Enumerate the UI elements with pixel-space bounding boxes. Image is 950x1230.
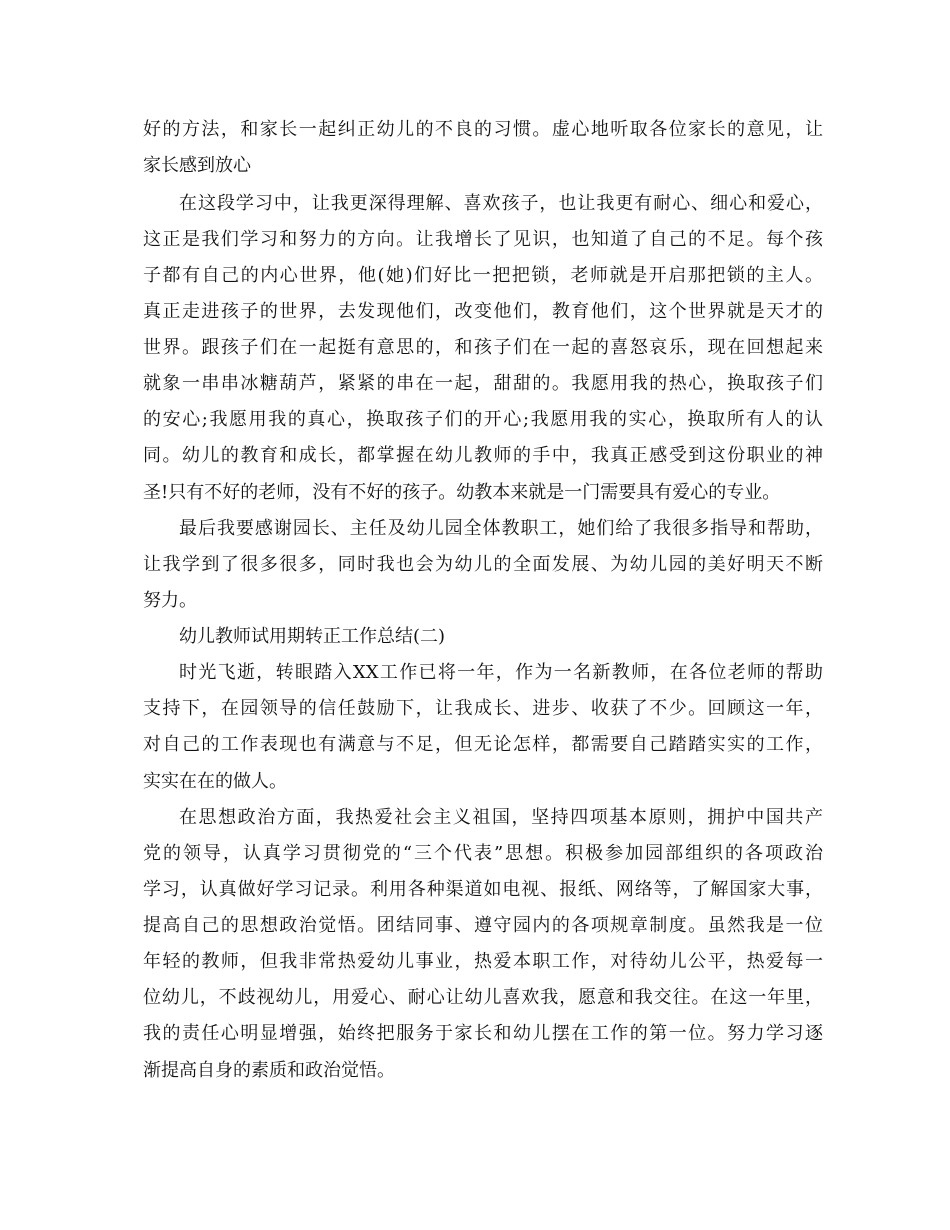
text-line: 子都有自己的内心世界，他(她)们好比一把把锁，老师就是开启那把锁的主人。 (143, 265, 823, 286)
text-line: 努力。 (143, 590, 197, 611)
text-line: 就象一串串冰糖葫芦，紧紧的串在一起，甜甜的。我愿用我的热心，换取孩子们 (143, 373, 823, 394)
paragraph-start-line: 时光飞逝，转眼踏入XX工作已将一年，作为一名新教师，在各位老师的帮助 (179, 662, 823, 683)
text-line: 提高自己的思想政治觉悟。团结同事、遵守园内的各项规章制度。虽然我是一位 (143, 915, 823, 936)
text-line: 这正是我们学习和努力的方向。让我增长了见识，也知道了自己的不足。每个孩 (143, 229, 823, 250)
text-line: 圣!只有不好的老师，没有不好的孩子。幼教本来就是一门需要具有爱心的专业。 (143, 482, 781, 503)
text-line: 渐提高自身的素质和政治觉悟。 (143, 1060, 395, 1081)
text-line: 家长感到放心 (143, 155, 251, 176)
text-line: 真正走进孩子的世界，去发现他们，改变他们，教育他们，这个世界就是天才的 (143, 301, 823, 322)
text-line: 党的领导，认真学习贯彻党的“三个代表”思想。积极参加园部组织的各项政治 (143, 843, 823, 864)
paragraph-start-line: 在这段学习中，让我更深得理解、喜欢孩子，也让我更有耐心、细心和爱心， (179, 193, 823, 214)
text-line: 好的方法，和家长一起纠正幼儿的不良的习惯。虚心地听取各位家长的意见，让 (143, 119, 823, 140)
text-line: 对自己的工作表现也有满意与不足，但无论怎样，都需要自己踏踏实实的工作， (143, 734, 823, 755)
text-line: 世界。跟孩子们在一起挺有意思的，和孩子们在一起的喜怒哀乐，现在回想起来 (143, 337, 823, 358)
text-line: 年轻的教师，但我非常热爱幼儿事业，热爱本职工作，对待幼儿公平，热爱每一 (143, 951, 823, 972)
text-line: 的安心;我愿用我的真心，换取孩子们的开心;我愿用我的实心，换取所有人的认 (143, 409, 823, 430)
text-line: 让我学到了很多很多，同时我也会为幼儿的全面发展、为幼儿园的美好明天不断 (143, 554, 823, 575)
paragraph-start-line: 最后我要感谢园长、主任及幼儿园全体教职工，她们给了我很多指导和帮助， (179, 518, 823, 539)
text-line: 我的责任心明显增强，始终把服务于家长和幼儿摆在工作的第一位。努力学习逐 (143, 1023, 823, 1044)
section-title: 幼儿教师试用期转正工作总结(二) (179, 626, 446, 647)
text-line: 位幼儿，不歧视幼儿，用爱心、耐心让幼儿喜欢我，愿意和我交往。在这一年里， (143, 987, 823, 1008)
text-line: 学习，认真做好学习记录。利用各种渠道如电视、报纸、网络等，了解国家大事， (143, 879, 823, 900)
paragraph-start-line: 在思想政治方面，我热爱社会主义祖国，坚持四项基本原则，拥护中国共产 (179, 807, 823, 828)
text-line: 支持下，在园领导的信任鼓励下，让我成长、进步、收获了不少。回顾这一年， (143, 698, 823, 719)
text-line: 实实在在的做人。 (143, 771, 287, 792)
text-line: 同。幼儿的教育和成长，都掌握在幼儿教师的手中，我真正感受到这份职业的神 (143, 445, 823, 466)
